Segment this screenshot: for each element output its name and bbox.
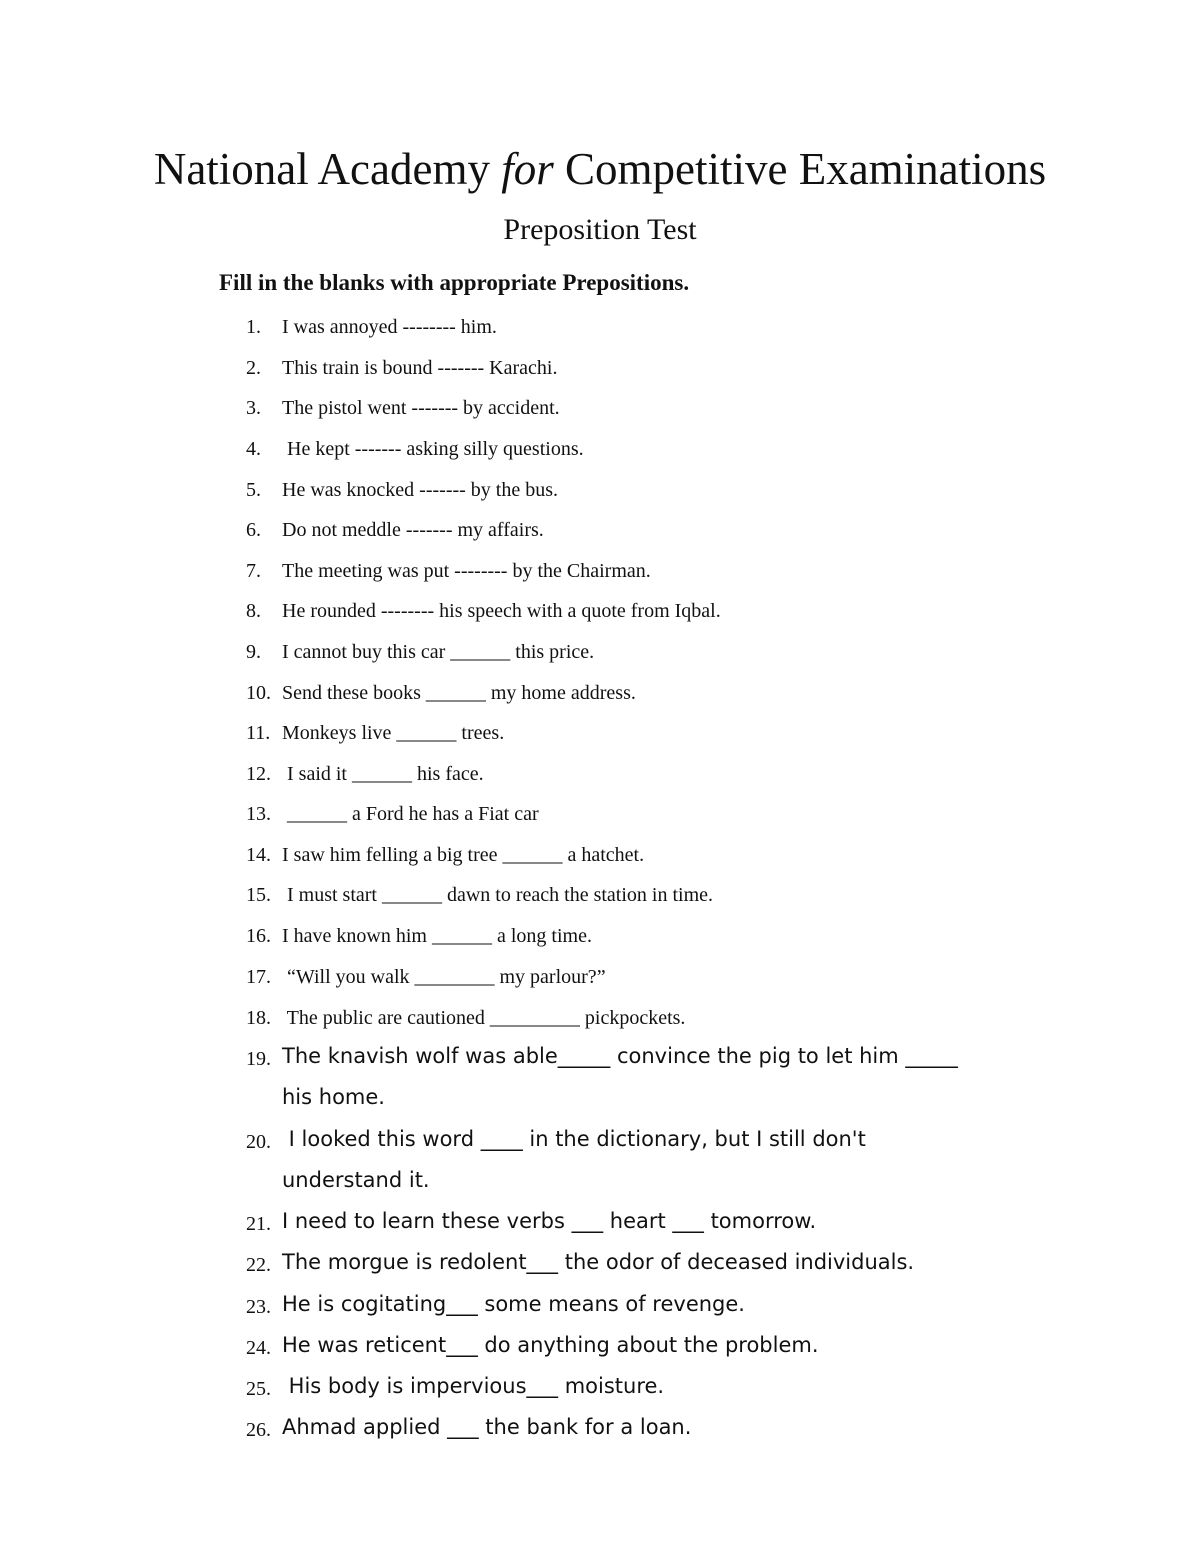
question-text: I was annoyed -------- him.	[282, 316, 497, 338]
question-number: 16.	[246, 925, 271, 947]
title-for: for	[501, 144, 554, 194]
question-text: He rounded -------- his speech with a quote from Iqbal.	[282, 600, 721, 622]
question-text: I cannot buy this car ______ this price.	[282, 641, 595, 663]
question-number: 4.	[246, 438, 261, 460]
question-text: ______ a Ford he has a Fiat car	[282, 803, 539, 825]
question-text: The meeting was put -------- by the Chairman.	[282, 560, 651, 582]
question-number: 10.	[246, 682, 271, 704]
question-number: 14.	[246, 844, 271, 866]
question-number: 12.	[246, 763, 271, 785]
question-number: 13.	[246, 803, 271, 825]
question-number: 5.	[246, 479, 261, 501]
question-text: understand it.	[282, 1168, 430, 1192]
question-text: Send these books ______ my home address.	[282, 682, 636, 704]
question-number: 19.	[246, 1048, 271, 1070]
question-text: his home.	[282, 1085, 385, 1109]
question-number: 18.	[246, 1007, 271, 1029]
page-title	[0, 141, 1200, 197]
question-text: This train is bound ------- Karachi.	[282, 357, 558, 379]
question-text: The knavish wolf was able_____ convince the pig to let him _____	[282, 1044, 958, 1068]
question-text: I need to learn these verbs ___ heart ___ tomorrow.	[282, 1209, 817, 1233]
question-text: I looked this word ____ in the dictionary, but I still don't	[282, 1127, 866, 1151]
question-text: The public are cautioned _________ pickpockets.	[282, 1007, 686, 1029]
question-text: The pistol went ------- by accident.	[282, 397, 560, 419]
question-text: He is cogitating___ some means of revenge.	[282, 1292, 745, 1316]
question-number: 2.	[246, 357, 261, 379]
question-number: 15.	[246, 884, 271, 906]
question-number: 17.	[246, 966, 271, 988]
question-text: I have known him ______ a long time.	[282, 925, 592, 947]
page-subtitle: Preposition Test	[503, 213, 697, 246]
question-number: 11.	[246, 722, 271, 744]
question-number: 3.	[246, 397, 261, 419]
question-text: Ahmad applied ___ the bank for a loan.	[282, 1415, 692, 1439]
question-text: He was reticent___ do anything about the problem.	[282, 1333, 819, 1357]
question-text: I said it ______ his face.	[282, 763, 484, 785]
question-text: I saw him felling a big tree ______ a hatchet.	[282, 844, 645, 866]
question-text: His body is impervious___ moisture.	[282, 1374, 665, 1398]
question-number: 24.	[246, 1337, 271, 1359]
question-number: 23.	[246, 1296, 271, 1318]
question-number: 25.	[246, 1378, 271, 1400]
title-part-1: National Academy	[153, 144, 502, 194]
question-number: 9.	[246, 641, 261, 663]
question-text: He kept ------- asking silly questions.	[282, 438, 584, 460]
question-number: 20.	[246, 1131, 271, 1153]
question-number: 21.	[246, 1213, 271, 1235]
question-text: I must start ______ dawn to reach the station in time.	[282, 884, 714, 906]
question-number: 1.	[246, 316, 261, 338]
question-text: He was knocked ------- by the bus.	[282, 479, 559, 501]
question-number: 6.	[246, 519, 261, 541]
question-number: 7.	[246, 560, 261, 582]
title-part-2: Competitive Examinations	[553, 144, 1047, 194]
question-number: 8.	[246, 600, 261, 622]
instruction-text: Fill in the blanks with appropriate Prepositions.	[219, 270, 690, 295]
question-text: “Will you walk ________ my parlour?”	[282, 966, 606, 988]
question-text: The morgue is redolent___ the odor of deceased individuals.	[282, 1250, 915, 1274]
question-text: Do not meddle ------- my affairs.	[282, 519, 544, 541]
question-text: Monkeys live ______ trees.	[282, 722, 505, 744]
question-number: 26.	[246, 1419, 271, 1441]
question-number: 22.	[246, 1254, 271, 1276]
